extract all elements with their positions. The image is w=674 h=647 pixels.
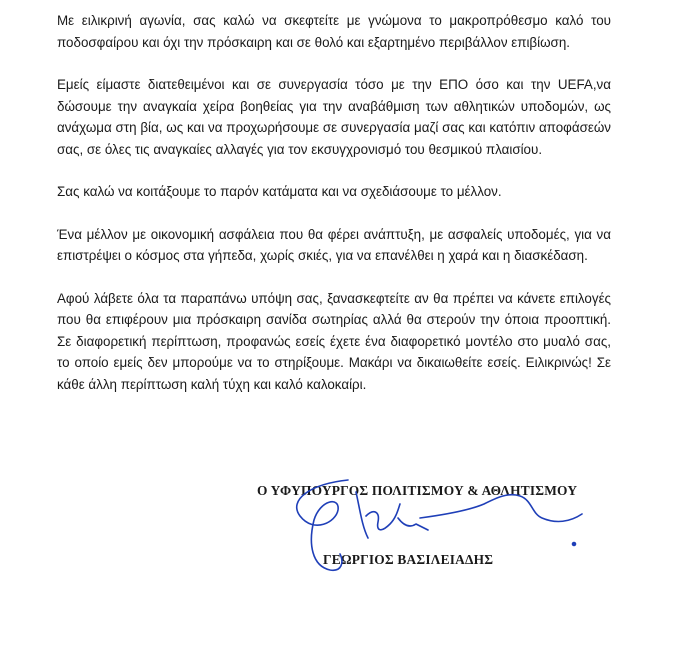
signature-stroke-sweep xyxy=(420,495,582,522)
paragraph-1: Με ειλικρινή αγωνία, σας καλώ να σκεφτείτε με γνώμονα το μακροπρόθεσμο καλό του ποδοσφαίρου και όχι την πρόσκαιρη και σε θολό και εξαρτημένο περιβάλλον επιβίωση. xyxy=(57,13,611,50)
paragraph-3: Σας καλώ να κοιτάξουμε το παρόν κατάματα και να σχεδιάσουμε το μέλλον. xyxy=(57,184,502,199)
letter-body xyxy=(57,10,611,416)
signatory-title: Ο ΥΦΥΠΟΥΡΓΟΣ ΠΟΛΙΤΙΣΜΟΥ & ΑΘΛΗΤΙΣΜΟΥ xyxy=(257,483,578,498)
paragraph-2: Εμείς είμαστε διατεθειμένοι και σε συνεργασία τόσο με την ΕΠΟ όσο και την UEFA,να δώσουμε την αναγκαία χείρα βοηθείας για την αναβάθμιση των αθλητικών υποδομών, ως ανάχωμα στη βία, ως και να προχωρήσουμε σε συνεργασία μαζί σας και κατόπιν αποφάσεών σας, σε όλες τις αναγκαίες αλλαγές για τον εκσυγχρονισμό του θεσμικού πλαισίου. xyxy=(57,77,611,157)
signature-stroke-middle xyxy=(356,492,428,538)
handwritten-signature xyxy=(270,470,590,580)
signature-stroke-loop xyxy=(297,480,348,570)
paragraph-4: Ένα μέλλον με οικονομική ασφάλεια που θα φέρει ανάπτυξη, με ασφαλείς υποδομές, για να επιστρέψει ο κόσμος στα γήπεδα, χωρίς σκιές, για να επανέλθει η χαρά και η διασκέδαση. xyxy=(57,226,611,263)
signatory-name: ΓΕΩΡΓΙΟΣ ΒΑΣΙΛΕΙΑΔΗΣ xyxy=(323,552,494,567)
paragraph-5: Αφού λάβετε όλα τα παραπάνω υπόψη σας, ξανασκεφτείτε αν θα πρέπει να κάνετε επιλογές που θα επιφέρουν μια πρόσκαιρη σανίδα σωτηρίας αλλά θα στερούν την όποια προοπτική. Σε διαφορετική περίπτωση, προφανώς εσείς έχετε ένα διαφορετικό μοντέλο στο μυαλό σας, το οποίο εμείς δεν μπορούμε να το στηρίξουμε. Μακάρι να δικαιωθείτε εσείς. Ειλικρινώς! Σε κάθε άλλη περίπτωση καλή τύχη και καλό καλοκαίρι. xyxy=(57,290,611,392)
signature-dot xyxy=(572,542,575,545)
